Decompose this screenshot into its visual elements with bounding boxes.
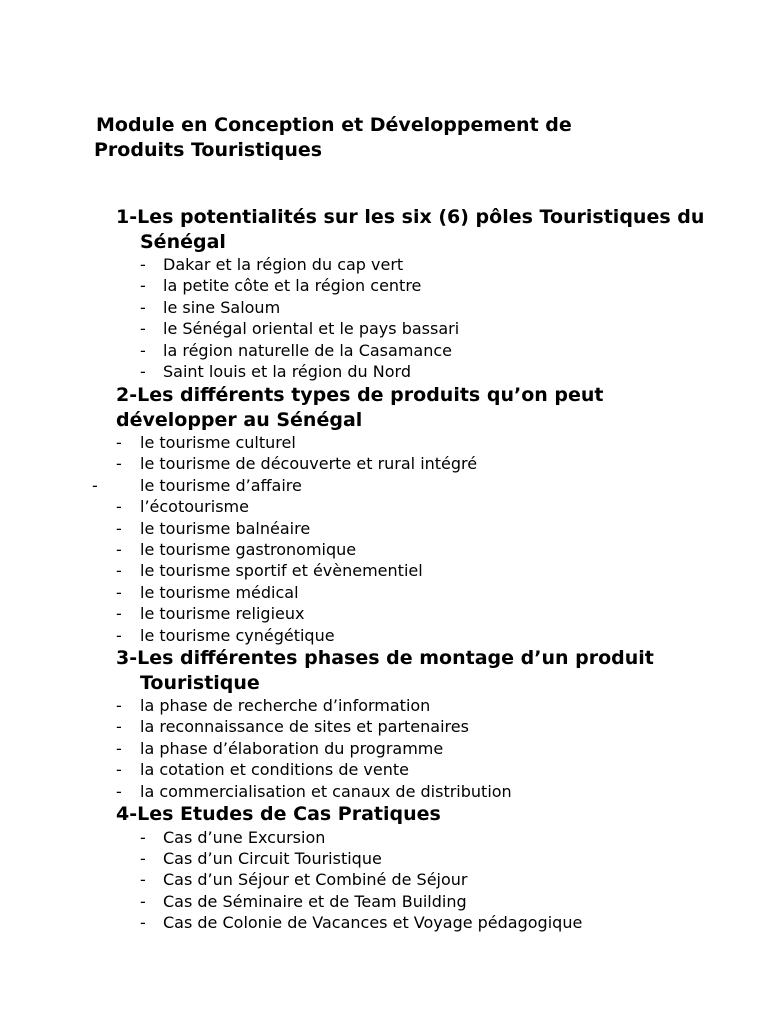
bullet-dash: - <box>92 475 98 495</box>
list-item <box>92 475 716 496</box>
list-item <box>116 738 716 759</box>
list-item <box>116 254 716 275</box>
bullet-dash: - <box>140 361 146 381</box>
bullet-dash: - <box>140 870 146 890</box>
list-item <box>116 695 716 716</box>
bullet-dash: - <box>116 433 122 452</box>
section-heading: 2-Les différents types de produits qu’on peut développer au Sénégal <box>116 384 604 431</box>
bullet-dash: - <box>116 497 122 517</box>
document-title <box>94 113 714 163</box>
bullet-dash: - <box>140 255 146 274</box>
section-heading: 1-Les potentialités sur les six (6) pôles Touristiques du Sénégal <box>116 206 705 253</box>
list-item <box>116 275 716 296</box>
list-item-text: Cas de Séminaire et de Team Building <box>163 891 467 911</box>
list-item <box>116 432 716 453</box>
bullet-dash: - <box>140 848 146 868</box>
list-item <box>116 582 716 603</box>
bullet-dash: - <box>116 561 122 581</box>
list-item-text: la phase d’élaboration du programme <box>140 738 444 758</box>
list-item <box>116 496 716 517</box>
bullet-dash: - <box>116 717 122 737</box>
bullet-dash: - <box>116 696 122 715</box>
list-item-text: la phase de recherche d’information <box>140 696 431 715</box>
list-item <box>116 891 716 912</box>
list-item-text: la région naturelle de la Casamance <box>163 340 452 360</box>
list-item <box>116 781 716 802</box>
list-item <box>116 297 716 318</box>
list-item-text: le tourisme culturel <box>140 433 296 452</box>
bullet-dash: - <box>140 827 146 847</box>
list-item <box>116 625 716 646</box>
list-item-text: le Sénégal oriental et le pays bassari <box>163 319 460 339</box>
list-item <box>116 827 716 848</box>
bullet-dash: - <box>140 319 146 339</box>
list-item <box>116 539 716 560</box>
document-title-line-1: Module en Conception et Développement de <box>96 114 572 136</box>
bullet-dash: - <box>140 913 146 933</box>
list-item-text: le tourisme gastronomique <box>140 539 357 559</box>
list-item-text: le tourisme d’affaire <box>140 475 302 495</box>
bullet-dash: - <box>140 276 146 296</box>
list-item <box>116 453 716 474</box>
list-item <box>116 361 716 382</box>
section-4-list <box>116 827 716 934</box>
list-item-text: Dakar et la région du cap vert <box>163 255 404 274</box>
bullet-dash: - <box>116 781 122 801</box>
list-item-text: la petite côte et la région centre <box>163 276 422 296</box>
bullet-dash: - <box>116 625 122 645</box>
bullet-dash: - <box>140 891 146 911</box>
list-item-text: le tourisme médical <box>140 582 299 602</box>
list-item <box>116 912 716 933</box>
bullet-dash: - <box>116 604 122 624</box>
list-item-text: Cas d’un Séjour et Combiné de Séjour <box>163 870 468 890</box>
bullet-dash: - <box>140 340 146 360</box>
list-item <box>116 560 716 581</box>
section-heading: 4-Les Etudes de Cas Pratiques <box>116 803 441 825</box>
list-item-text: Cas de Colonie de Vacances et Voyage pédagogique <box>163 913 583 933</box>
list-item-text: le tourisme cynégétique <box>140 625 335 645</box>
bullet-dash: - <box>116 539 122 559</box>
list-item-text: la reconnaissance de sites et partenaires <box>140 717 469 737</box>
list-item-text: l’écotourisme <box>140 497 249 517</box>
list-item <box>116 603 716 624</box>
document-title-line-2: Produits Touristiques <box>94 139 323 161</box>
list-item-text: le tourisme balnéaire <box>140 518 311 538</box>
list-item-text: le tourisme de découverte et rural intégré <box>140 454 478 474</box>
list-item-text: Cas d’un Circuit Touristique <box>163 848 382 868</box>
list-item-text: la cotation et conditions de vente <box>140 760 409 780</box>
section-1-list <box>116 254 716 382</box>
section-heading: 3-Les différentes phases de montage d’un produit Touristique <box>116 647 654 694</box>
list-item <box>116 759 716 780</box>
section-2 <box>92 383 716 646</box>
list-item-text: la commercialisation et canaux de distribution <box>140 781 512 801</box>
list-item-text: le sine Saloum <box>163 297 281 317</box>
list-item <box>116 518 716 539</box>
bullet-dash: - <box>116 518 122 538</box>
bullet-dash: - <box>116 582 122 602</box>
list-item <box>116 716 716 737</box>
list-item-text: le tourisme sportif et évènementiel <box>140 561 423 581</box>
list-item <box>116 869 716 890</box>
section-4 <box>116 802 716 933</box>
bullet-dash: - <box>116 454 122 474</box>
bullet-dash: - <box>140 297 146 317</box>
list-item-text: le tourisme religieux <box>140 604 305 624</box>
list-item <box>116 340 716 361</box>
list-item <box>116 848 716 869</box>
list-item-text: Cas d’une Excursion <box>163 827 326 847</box>
section-2-list <box>92 432 716 646</box>
section-3-list <box>116 695 716 802</box>
section-3 <box>116 646 716 802</box>
bullet-dash: - <box>116 738 122 758</box>
list-item-text: Saint louis et la région du Nord <box>163 361 411 381</box>
list-item <box>116 318 716 339</box>
bullet-dash: - <box>116 760 122 780</box>
section-1 <box>116 205 716 382</box>
